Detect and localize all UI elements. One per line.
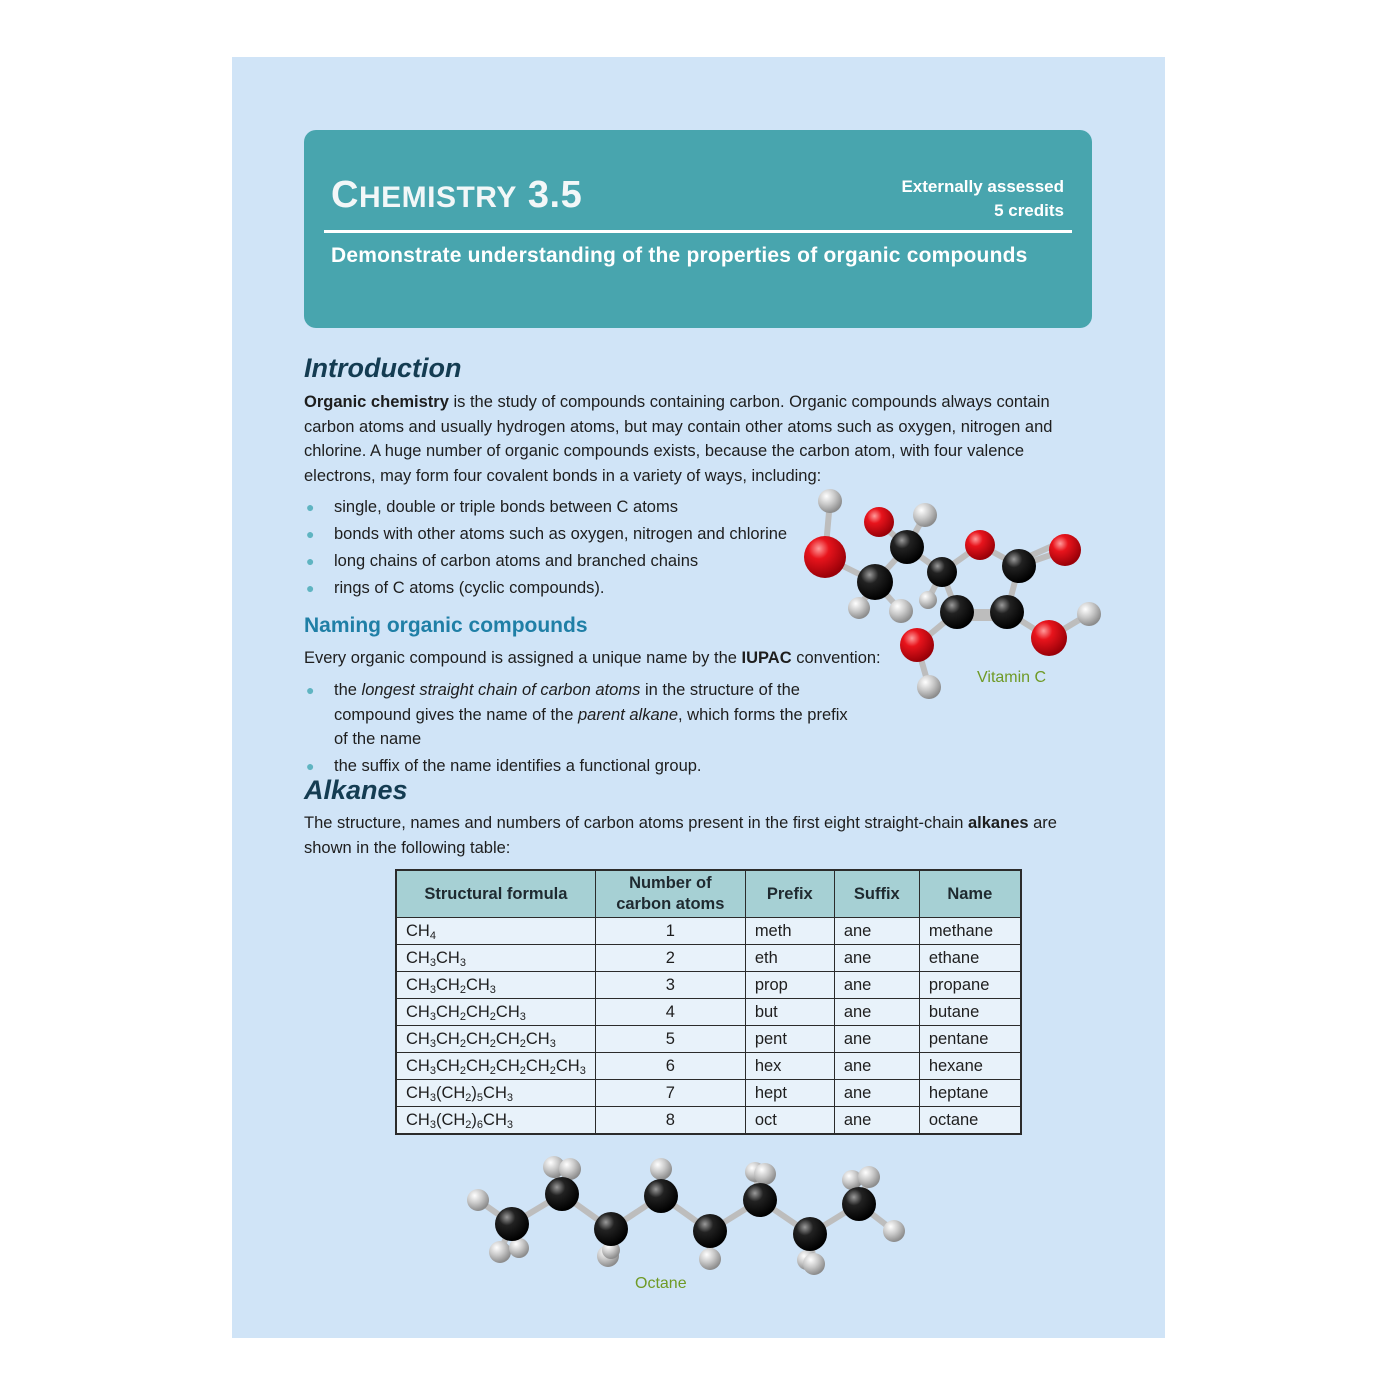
suffix-cell: ane xyxy=(834,1080,919,1107)
title-number: 3.5 xyxy=(527,174,583,216)
assessment-info xyxy=(901,175,1064,223)
alkanes-text: The structure, names and numbers of carbon atoms present in the first eight straight-chain xyxy=(304,814,968,832)
table-row xyxy=(396,945,1021,972)
table-row xyxy=(396,999,1021,1026)
bullet-dot: ● xyxy=(306,553,315,569)
formula-cell: $CH_3CH_2CH_2CH_2CH_3$ xyxy=(396,1026,595,1053)
prefix-cell: meth xyxy=(745,918,834,945)
list-item-text: long chains of carbon atoms and branched chains xyxy=(334,552,699,570)
formula-cell: $CH_3(CH_2)_6CH_3$ xyxy=(396,1107,595,1135)
column-header-suffix: Suffix xyxy=(834,870,919,918)
suffix-cell: ane xyxy=(834,1026,919,1053)
alkanes-paragraph xyxy=(304,811,1094,860)
carbon-count-cell: 2 xyxy=(595,945,745,972)
rule-text: , which forms the prefix of the name xyxy=(334,705,848,748)
prefix-cell: hept xyxy=(745,1080,834,1107)
list-item xyxy=(304,576,804,601)
suffix-cell: ane xyxy=(834,999,919,1026)
table-row xyxy=(396,972,1021,999)
introduction-heading: Introduction xyxy=(304,353,462,383)
name-cell: heptane xyxy=(919,1080,1021,1107)
formula-cell: $CH_3CH_2CH_2CH_3$ xyxy=(396,999,595,1026)
naming-rules-list xyxy=(304,678,864,781)
octane-caption: Octane xyxy=(635,1275,687,1292)
prefix-cell: but xyxy=(745,999,834,1026)
suffix-cell: ane xyxy=(834,945,919,972)
alkanes-term: alkanes xyxy=(968,814,1029,832)
rule-text: in the structure of the compound gives the name of the xyxy=(334,681,800,724)
assessment-type: Externally assessed xyxy=(901,177,1064,196)
name-cell: pentane xyxy=(919,1026,1021,1053)
rule-emphasis: parent alkane xyxy=(578,705,678,724)
formula-cell: $CH_4$ xyxy=(396,918,595,945)
list-item-text: rings of C atoms (cyclic compounds). xyxy=(334,579,605,597)
suffix-cell: ane xyxy=(834,1053,919,1080)
bullet-dot: ● xyxy=(306,758,315,774)
column-header-structural-formula: Structural formula xyxy=(396,870,595,918)
textbook-page xyxy=(232,57,1165,1338)
list-item-text: bonds with other atoms such as oxygen, nitrogen and chlorine xyxy=(334,525,788,543)
alkanes-table xyxy=(395,869,1022,1135)
prefix-cell: pent xyxy=(745,1026,834,1053)
rule-text: the suffix of the name identifies a functional group. xyxy=(334,757,702,775)
list-item-text: single, double or triple bonds between C atoms xyxy=(334,498,678,516)
organic-chemistry-term: Organic chemistry xyxy=(304,393,449,411)
chapter-subtitle: Demonstrate understanding of the properties of organic compounds xyxy=(331,244,1028,267)
carbon-count-cell: 6 xyxy=(595,1053,745,1080)
prefix-cell: eth xyxy=(745,945,834,972)
prefix-cell: oct xyxy=(745,1107,834,1135)
table-row xyxy=(396,1080,1021,1107)
title-rest: HEMISTRY xyxy=(358,181,517,214)
table-row xyxy=(396,918,1021,945)
column-header-name: Name xyxy=(919,870,1021,918)
carbon-count-cell: 4 xyxy=(595,999,745,1026)
title-initial: C xyxy=(331,174,359,216)
name-cell: hexane xyxy=(919,1053,1021,1080)
alkanes-heading: Alkanes xyxy=(304,775,408,805)
introduction-text: is the study of compounds containing carbon. Organic compounds always contain carbon atoms and usually hydrogen atoms, but may contain other atoms such as oxygen, nitrogen and chlorine. A huge number of organic compounds exists, because the carbon atom, with four valence electrons, may form four covalent bonds in a variety of ways, including: xyxy=(304,393,1053,485)
list-item xyxy=(304,495,804,520)
bullet-dot: ● xyxy=(306,526,315,542)
credits-count: 5 credits xyxy=(994,201,1064,220)
vitamin-c-molecule-illustration xyxy=(797,482,1107,707)
prefix-cell: hex xyxy=(745,1053,834,1080)
column-header-prefix: Prefix xyxy=(745,870,834,918)
suffix-cell: ane xyxy=(834,918,919,945)
name-cell: propane xyxy=(919,972,1021,999)
name-cell: methane xyxy=(919,918,1021,945)
name-cell: ethane xyxy=(919,945,1021,972)
list-item xyxy=(304,522,804,547)
carbon-count-cell: 3 xyxy=(595,972,745,999)
formula-cell: $CH_3CH_2CH_2CH_2CH_2CH_3$ xyxy=(396,1053,595,1080)
carbon-count-cell: 7 xyxy=(595,1080,745,1107)
carbon-count-cell: 1 xyxy=(595,918,745,945)
prefix-cell: prop xyxy=(745,972,834,999)
iupac-term: IUPAC xyxy=(741,649,792,667)
carbon-count-cell: 5 xyxy=(595,1026,745,1053)
alkanes-text-end: are shown in the following table: xyxy=(304,814,1057,857)
table-header-row xyxy=(396,870,1021,918)
rule-emphasis: longest straight chain of carbon atoms xyxy=(361,681,641,699)
octane-molecule-illustration xyxy=(462,1152,912,1282)
naming-text: Every organic compound is assigned a unique name by the xyxy=(304,649,742,667)
banner-divider xyxy=(324,230,1072,233)
table-row xyxy=(396,1026,1021,1053)
column-header-carbon-count: Number of carbon atoms xyxy=(595,870,745,918)
naming-heading: Naming organic compounds xyxy=(304,614,588,637)
table-row xyxy=(396,1107,1021,1135)
carbon-count-cell: 8 xyxy=(595,1107,745,1135)
bullet-dot: ● xyxy=(306,499,315,515)
alkanes-table-body xyxy=(396,918,1021,1135)
rule-text: the xyxy=(334,681,362,699)
bullet-dot: ● xyxy=(306,580,315,596)
suffix-cell: ane xyxy=(834,1107,919,1135)
suffix-cell: ane xyxy=(834,972,919,999)
naming-text-end: convention: xyxy=(791,649,881,667)
vitamin-c-caption: Vitamin C xyxy=(977,669,1047,686)
bullet-dot: ● xyxy=(306,682,315,698)
bond-types-list xyxy=(304,495,804,603)
table-row xyxy=(396,1053,1021,1080)
list-item xyxy=(304,678,864,752)
formula-cell: $CH_3CH_3$ xyxy=(396,945,595,972)
formula-cell: $CH_3CH_2CH_3$ xyxy=(396,972,595,999)
name-cell: octane xyxy=(919,1107,1021,1135)
name-cell: butane xyxy=(919,999,1021,1026)
formula-cell: $CH_3(CH_2)_5CH_3$ xyxy=(396,1080,595,1107)
list-item xyxy=(304,549,804,574)
chapter-title xyxy=(331,174,582,217)
introduction-paragraph xyxy=(304,390,1094,488)
chapter-banner xyxy=(304,130,1092,328)
